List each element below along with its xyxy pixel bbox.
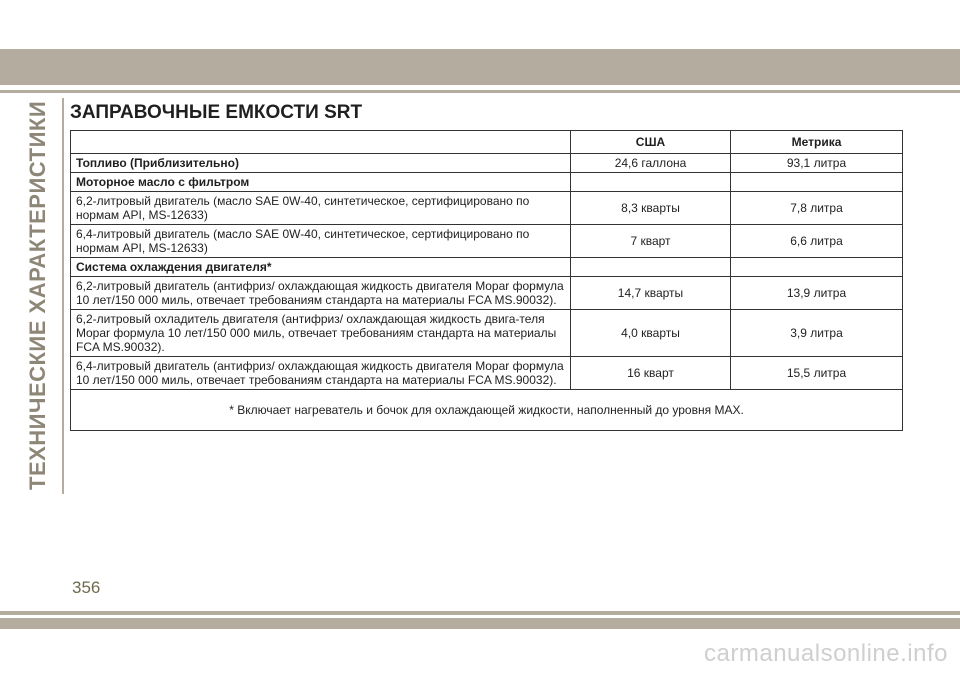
- header-band: [0, 49, 960, 85]
- table-footnote: * Включает нагреватель и бочок для охлаждающей жидкости, наполненный до уровня MAX.: [71, 390, 903, 431]
- row-us-value: 4,0 кварты: [571, 310, 731, 357]
- row-description: Система охлаждения двигателя*: [71, 258, 571, 277]
- footer-rule: [0, 611, 960, 615]
- row-us-value: 24,6 галлона: [571, 154, 731, 173]
- header-us: США: [571, 131, 731, 154]
- row-metric-value: 6,6 литра: [731, 225, 903, 258]
- table-row: [71, 258, 903, 277]
- table-body: [71, 154, 903, 390]
- row-metric-value: 15,5 литра: [731, 357, 903, 390]
- table-header-row: [71, 131, 903, 154]
- header-metric: Метрика: [731, 131, 903, 154]
- row-us-value: [571, 173, 731, 192]
- watermark-text: carmanualsonline.info: [704, 640, 948, 667]
- page-title: ЗАПРАВОЧНЫЕ ЕМКОСТИ SRT: [70, 102, 363, 123]
- table-row: [71, 173, 903, 192]
- row-description: 6,2-литровый двигатель (антифриз/ охлаждающая жидкость двигателя Mopar формула 10 лет/150 000 миль, отвечает требованиям стандарта на материалы FCA MS.90032).: [71, 277, 571, 310]
- row-description: 6,4-литровый двигатель (масло SAE 0W-40, синтетическое, сертифицировано по нормам API, MS-12633): [71, 225, 571, 258]
- header-description: [71, 131, 571, 154]
- row-metric-value: [731, 173, 903, 192]
- row-us-value: 16 кварт: [571, 357, 731, 390]
- capacities-table: [70, 130, 903, 431]
- side-rule: [62, 98, 64, 494]
- section-side-tab: ТЕХНИЧЕСКИЕ ХАРАКТЕРИСТИКИ: [25, 100, 50, 490]
- table-row: [71, 225, 903, 258]
- page-number: 356: [72, 578, 101, 597]
- row-description: 6,2-литровый охладитель двигателя (антифриз/ охлаждающая жидкость двига-теля Mopar формула 10 лет/150 000 миль, отвечает требованиям стандарта на материалы FCA MS.90032).: [71, 310, 571, 357]
- table-row: [71, 277, 903, 310]
- row-description: Топливо (Приблизительно): [71, 154, 571, 173]
- row-description: 6,2-литровый двигатель (масло SAE 0W-40, синтетическое, сертифицировано по нормам API, MS-12633): [71, 192, 571, 225]
- row-metric-value: [731, 258, 903, 277]
- table-row: [71, 357, 903, 390]
- row-metric-value: 3,9 литра: [731, 310, 903, 357]
- row-metric-value: 93,1 литра: [731, 154, 903, 173]
- table-row: [71, 192, 903, 225]
- footnote-row: [71, 390, 903, 431]
- table-row: [71, 310, 903, 357]
- row-description: 6,4-литровый двигатель (антифриз/ охлаждающая жидкость двигателя Mopar формула 10 лет/150 000 миль, отвечает требованиям стандарта на материалы FCA MS.90032).: [71, 357, 571, 390]
- row-description: Моторное масло с фильтром: [71, 173, 571, 192]
- row-metric-value: 7,8 литра: [731, 192, 903, 225]
- row-us-value: 14,7 кварты: [571, 277, 731, 310]
- row-us-value: 7 кварт: [571, 225, 731, 258]
- row-us-value: [571, 258, 731, 277]
- table-row: [71, 154, 903, 173]
- row-metric-value: 13,9 литра: [731, 277, 903, 310]
- footer-band: [0, 618, 960, 629]
- row-us-value: 8,3 кварты: [571, 192, 731, 225]
- header-rule: [0, 90, 960, 93]
